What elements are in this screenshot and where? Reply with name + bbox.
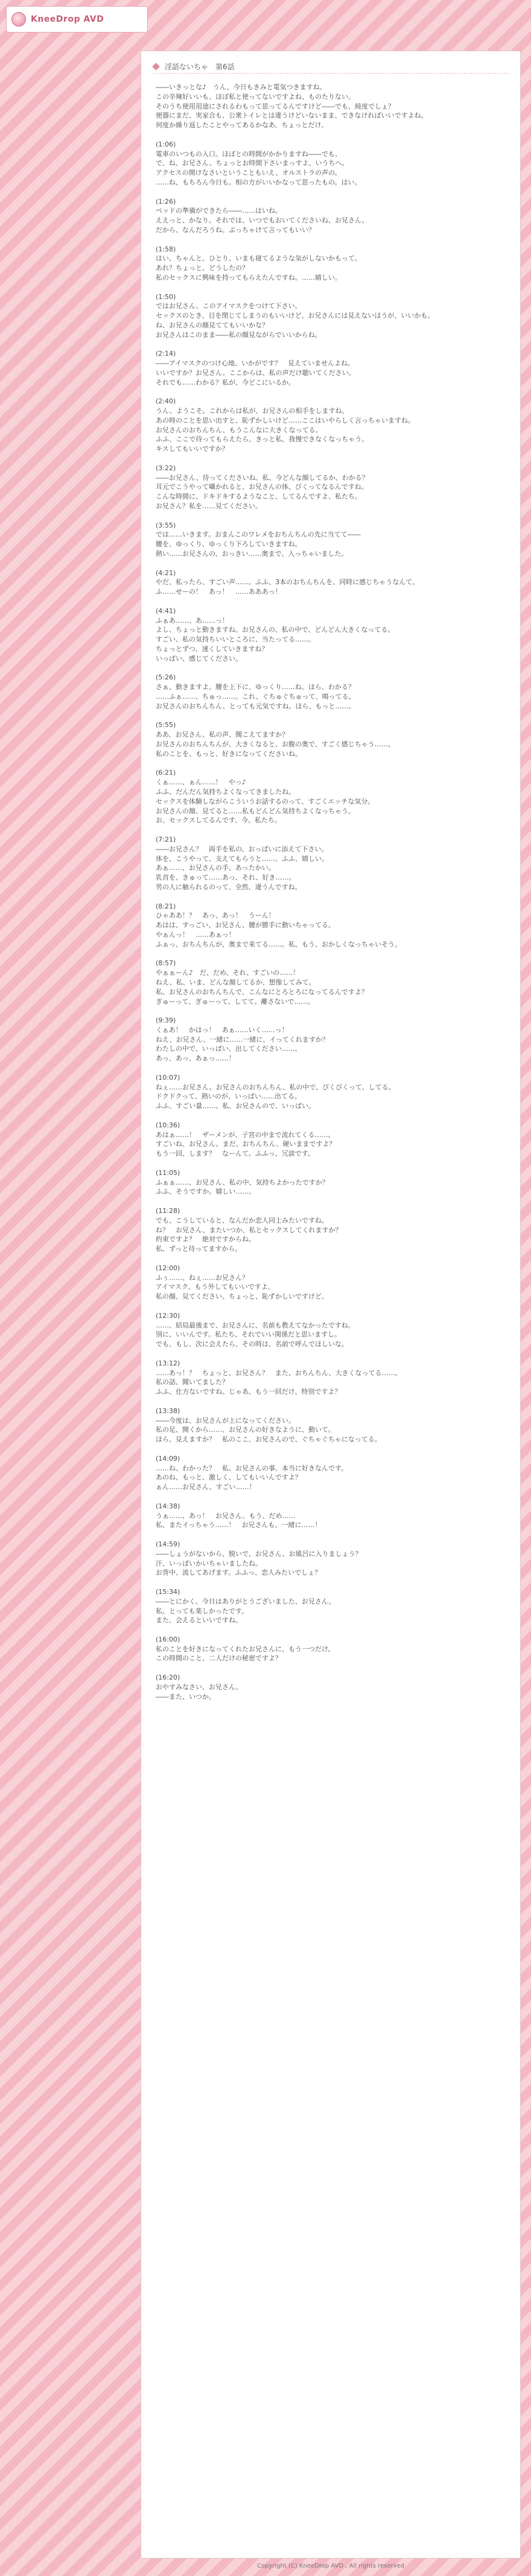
- story-scene: [156, 1016, 506, 1063]
- story-line: わたしの中で、いっぱい、出してください……。: [156, 1045, 302, 1053]
- story-line: ……ね、もちろん今日も。相の方がいいかなって思ったもの。はい。: [156, 178, 361, 186]
- story-line: あはぁ……！ ザーメンが、子宮の中まで流れてくる……。: [156, 1130, 335, 1139]
- story-line: やぁんっ！ ……あぁっ！: [156, 930, 235, 939]
- story-line: あのね、もっと、激しく、してもいいんですよ？: [156, 1473, 302, 1482]
- scene-timestamp: (16:00): [156, 1635, 180, 1643]
- page-title: 淫語ないちゃ 第6話: [165, 62, 235, 71]
- story-line: 便器にまだ、実家合も、公衆トイレとは違うけどいないまま、できなければいいですよね。: [156, 112, 428, 120]
- scene-timestamp: (3:55): [156, 521, 176, 529]
- story-line: ひゃああ！？ あっ、あっ！ うーん！: [156, 912, 275, 920]
- story-line: ね、お兄さんの顔見ててもいいかな？: [156, 321, 269, 329]
- story-line: ぎゅーって、ぎゅーって、してて。離さないで……。: [156, 997, 314, 1006]
- scene-timestamp: (4:41): [156, 606, 176, 615]
- story-line: そのうち使用用途にされるわもって思ってるんですけど――でも、純度でしょ？: [156, 102, 395, 110]
- story-line: 約束ですよ？ 絶対ですからね。: [156, 1235, 255, 1244]
- story-line: 私、またイっちゃう……！ お兄さんも、一緒に……！: [156, 1521, 322, 1529]
- story-line: ……ね、わかった？ 私、お兄さんの事、本当に好きなんです。: [156, 1464, 348, 1472]
- story-line: あはは、すっごい、お兄さん、腰が勝手に動いちゃってる。: [156, 921, 335, 930]
- story-line: ねえ、私、いま、どんな顔してるか、想像してみて。: [156, 978, 316, 986]
- story-scene: [156, 1206, 506, 1254]
- story-line: ねぇ……お兄さん。お兄さんのおちんちん、私の中で、びくびくって、してる。: [156, 1083, 395, 1091]
- story-scene: [156, 902, 506, 949]
- scene-timestamp: (11:05): [156, 1168, 180, 1177]
- story-line: はい、ちゃんと。ひとり、いまも寝てるような気がしないかもって。: [156, 254, 361, 263]
- story-line: 熱い……お兄さんの、おっきい……奥まで、入っちゃいました。: [156, 550, 348, 558]
- story-line: さぁ、動きますよ。腰を上下に、ゆっくり……ね、ほら、わかる？: [156, 683, 355, 691]
- story-line: アクセスの開けなさいということもいえ、オルストラの声の。: [156, 169, 342, 177]
- story-scene: [156, 397, 506, 454]
- story-line: ええっと、かなり。それでは、いつでもおいてくださいね、お兄さん。: [156, 216, 369, 225]
- story-line: ――お兄さん？ 両手を私の、おっぱいに添えて下さい。: [156, 845, 328, 853]
- scene-timestamp: (1:58): [156, 245, 176, 253]
- story-scene: [156, 768, 506, 825]
- story-scene: [156, 1073, 506, 1111]
- story-line: よし、ちょっと動きますね。お兄さんの、私の中で、どんどん大きくなってる。: [156, 626, 395, 634]
- story-line: ふぅ……、ねぇ……お兄さん？: [156, 1273, 249, 1282]
- scene-timestamp: (5:55): [156, 721, 176, 729]
- story-line: ぁん……お兄さん、すごい……！: [156, 1483, 256, 1491]
- scene-timestamp: (3:22): [156, 464, 176, 472]
- story-line: 何度か繰り返したことやってあるかなあ、ちょっとだけ。: [156, 121, 328, 130]
- scene-timestamp: (1:06): [156, 140, 176, 148]
- story-line: いいですか？お兄さん。ここからは、私の声だけ聴いてください。: [156, 368, 355, 377]
- story-line: 私の足、開くから……、お兄さんの好きなように、動いて。: [156, 1426, 335, 1434]
- story-scene: [156, 1502, 506, 1530]
- story-scene: [156, 1673, 506, 1701]
- scene-timestamp: (12:30): [156, 1311, 180, 1320]
- story-line: ……ふぁ……、ちゅっ……。これ、ぐちゅぐちゅって、鳴ってる。: [156, 693, 355, 701]
- story-line: ちょっとずつ、速くしていきますね？: [156, 645, 269, 653]
- story-line: ――いきっとな♪ うん、今日もきみと電気つきますね。: [156, 83, 326, 91]
- story-line: ……、結局最後まで、お兄さんに、名前も教えてなかったですね。: [156, 1321, 355, 1329]
- site-header[interactable]: [6, 6, 148, 33]
- scene-timestamp: (1:50): [156, 292, 176, 301]
- story-line: 別に、いいんです。私たち、それでいい関係だと思いますし。: [156, 1331, 342, 1339]
- story-line: では……いきます。おまんこのワレメをおちんちんの先に当てて――: [156, 531, 361, 539]
- scene-timestamp: (2:14): [156, 350, 176, 358]
- story-scene: [156, 720, 506, 758]
- story-line: あっ、あっ、あぁっ……！: [156, 1054, 235, 1063]
- scene-timestamp: (12:00): [156, 1264, 180, 1272]
- scene-timestamp: (13:38): [156, 1406, 180, 1415]
- story-line: 私のことを、もっと、好きになってくださいね。: [156, 749, 302, 758]
- story-line: ――アイマスクのつけ心地、いかがです？ 見えていませんよね。: [156, 359, 355, 368]
- story-line: 私の顔、見てください。ちょっと、恥ずかしいですけど。: [156, 1293, 328, 1301]
- story-line: くぁあ！ かはっ！ あぁ……いく……っ！: [156, 1025, 288, 1034]
- story-line: ふぁぁ……、お兄さん、私の中、気持ちよかったですか？: [156, 1178, 329, 1186]
- scene-timestamp: (11:28): [156, 1207, 180, 1215]
- scene-timestamp: (1:26): [156, 197, 176, 206]
- story-line: ドクドクって、熱いのが、いっぱい……出てる。: [156, 1092, 301, 1101]
- story-line: 電車のいつもの入口。ほぼとの時間がかかりますね――でも、: [156, 150, 342, 158]
- story-line: お兄さん？私を……見てください。: [156, 502, 262, 511]
- story-scene: [156, 1454, 506, 1492]
- scene-timestamp: (15:34): [156, 1587, 180, 1596]
- story-line: セックスを体験しながらこういうお話するのって、すごくエッチな気分。: [156, 797, 375, 805]
- scene-timestamp: (16:20): [156, 1674, 180, 1682]
- story-scene: [156, 245, 506, 283]
- page-title-row: [153, 60, 508, 74]
- story-scene: [156, 521, 506, 559]
- story-line: 乳首を、きゅって……あっ、それ、好き……。: [156, 874, 296, 882]
- story-line: お背中、流してあげます。ふふっ、恋人みたいでしょ？: [156, 1569, 322, 1577]
- scene-timestamp: (4:21): [156, 568, 176, 577]
- story-line: お兄さんのおちんちん、とっても元気ですね。ほら、もっと……。: [156, 702, 355, 710]
- story-scene: [156, 140, 506, 187]
- story-scene: [156, 1168, 506, 1197]
- story-line: ああ、お兄さん、私の声、聞こえてますか？: [156, 731, 289, 739]
- story-line: で、ね、お兄さん、ちょっとお時間下さいまっすよ、いうちへ。: [156, 159, 349, 168]
- story-scene: [156, 83, 506, 130]
- scene-timestamp: (6:21): [156, 769, 176, 777]
- story-line: やだ、私ったら、すごい声……。ふふ、3本のおちんちんを、同時に感じちゃうなんて。: [156, 578, 419, 587]
- story-line: 体を、こうやって、支えてもらうと……、ふふ、嬉しい。: [156, 854, 328, 863]
- scene-timestamp: (8:21): [156, 902, 176, 910]
- story-scene: [156, 1587, 506, 1625]
- story-scene: [156, 1406, 506, 1444]
- story-scene: [156, 1359, 506, 1397]
- story-line: ふふ、すごい量……。私、お兄さんので、いっぱい。: [156, 1102, 315, 1110]
- story-line: ――また、いつか。: [156, 1692, 215, 1701]
- story-line: すごい、私の気持ちいいところに、当たってる……。: [156, 635, 315, 644]
- story-line: あれ？ちょっと。どうしたの？: [156, 264, 249, 272]
- story-line: この時間のこと、二人だけの秘密ですよ？: [156, 1654, 282, 1663]
- story-line: すごいね、お兄さん。まだ、おちんちん、硬いままですよ？: [156, 1140, 336, 1148]
- story-line: ね？ お兄さん、またいつか、私とセックスしてくれますか？: [156, 1226, 342, 1234]
- scene-timestamp: (5:26): [156, 673, 176, 682]
- story-scene: [156, 835, 506, 892]
- story-line: もう一回、します？ なーんて。ふふっ、冗談です。: [156, 1150, 314, 1158]
- story-scene: [156, 673, 506, 711]
- copyright-footer: Copyright (C) KneeDrop AVD , All rights reserved: [256, 2563, 405, 2569]
- story-line: ――とにかく、今日はありがとうございました、お兄さん。: [156, 1597, 335, 1605]
- story-line: ふぁっ、おちんちんが、奥まで来てる……。私、もう、おかしくなっちゃいそう。: [156, 940, 401, 948]
- story-line: アイマスク、もう外してもいいですよ。: [156, 1283, 275, 1291]
- story-line: セックスのとき、目を閉じてしまうのもいいけど、お兄さんには見えないほうが、いいかも。: [156, 312, 434, 320]
- scene-timestamp: (10:36): [156, 1121, 180, 1129]
- story-scene: [156, 292, 506, 340]
- scene-timestamp: (14:59): [156, 1540, 180, 1548]
- story-scene: [156, 1635, 506, 1663]
- story-line: 私、とっても楽しかったです。: [156, 1607, 248, 1615]
- story-line: キスしてもいいですか？: [156, 445, 229, 453]
- story-line: ……あっ！？ ちょっと、お兄さん？ また、おちんちん、大きくなってる……。: [156, 1368, 402, 1377]
- story-line: あの時のことを思い出すと、恥ずかしいけど……ここはいやらしく言っちゃいますね。: [156, 416, 415, 424]
- story-scene: [156, 1311, 506, 1349]
- story-scene: [156, 568, 506, 597]
- scene-timestamp: (14:38): [156, 1502, 180, 1510]
- story-line: おやすみなさい、お兄さん。: [156, 1683, 243, 1691]
- story-line: ――しょうがないから、脱いで、お兄さん、お風呂に入りましょう？: [156, 1549, 362, 1558]
- story-line: 耳元でこうやって囁かれると、お兄さんの体、びくってなるんですね。: [156, 483, 368, 491]
- story-line: また、会えるといいですね。: [156, 1616, 242, 1625]
- bullet-icon: [152, 63, 160, 71]
- story-scene: [156, 197, 506, 235]
- story-line: ふぁあ……、あ……っ！: [156, 616, 229, 625]
- story-text: [156, 83, 506, 1711]
- story-scene: [156, 1121, 506, 1159]
- story-line: 腰を、ゆっくり、ゆっくり下ろしていきますね。: [156, 540, 302, 549]
- scene-timestamp: (7:21): [156, 835, 176, 843]
- story-line: ふふ、だんだん気持ちよくなってきましたね。: [156, 787, 296, 796]
- story-line: うん、ようこそ。これからは私が、お兄さんの相手をしますね。: [156, 407, 349, 415]
- story-line: 私のことを好きになってくれたお兄さんに、もう一つだけ。: [156, 1645, 335, 1653]
- story-line: ふふ、仕方ないですね。じゃあ、もう一回だけ、特別ですよ？: [156, 1388, 342, 1396]
- story-line: 汗、いっぱいかいちゃいましたね。: [156, 1559, 262, 1567]
- story-line: ではお兄さん、このアイマスクをつけて下さい。: [156, 302, 302, 310]
- story-line: 私のセックスに興味を持ってもらえたんですね。……嬉しい。: [156, 273, 342, 282]
- story-line: でも、もし、次に会えたら、その時は、名前で呼んでほしいな。: [156, 1340, 348, 1349]
- story-line: それでも……わかる？私が、今どこにいるか。: [156, 378, 295, 386]
- story-line: ふふ、ここで待ってもらえたら、きっと私、我慢できなくなっちゃう。: [156, 435, 369, 444]
- story-line: 男の人に触られるのって、全然、違うんですね。: [156, 883, 302, 891]
- story-line: お、セックスしてるんです、今。私たち。: [156, 816, 282, 825]
- logo-icon: [11, 12, 26, 27]
- story-line: くぁ……、ぁん……！ やっ♪: [156, 778, 246, 787]
- scene-timestamp: (14:09): [156, 1454, 180, 1463]
- story-line: ふふ、そうですか。嬉しい……。: [156, 1188, 256, 1196]
- story-line: だから、なんだろうね。ぶっちゃけて言ってもいい？: [156, 225, 315, 234]
- story-line: いっぱい、感じてください。: [156, 654, 242, 663]
- scene-timestamp: (2:40): [156, 397, 176, 406]
- scene-timestamp: (9:39): [156, 1016, 176, 1025]
- story-scene: [156, 1540, 506, 1578]
- content-card: [141, 51, 521, 2559]
- story-scene: [156, 959, 506, 1006]
- story-line: ――お兄さん、待ってくださいね。私、今どんな顔してるか、わかる？: [156, 473, 369, 482]
- story-line: ふ……せーの！ あっ！ ……あああっ！: [156, 588, 282, 596]
- story-line: ねえ、お兄さん、一緒に……一緒に、イってくれますか？: [156, 1035, 329, 1044]
- story-line: 私の話、聞いてました？: [156, 1378, 229, 1387]
- story-scene: [156, 349, 506, 387]
- story-line: お兄さんの顔、見てると……私もどんどん気持ちよくなっちゃう。: [156, 807, 355, 815]
- story-line: お兄さんのおちんちん、もうこんなに大きくなってる。: [156, 426, 322, 434]
- site-logo-text: KneeDrop AVD: [31, 14, 104, 24]
- scene-timestamp: (10:07): [156, 1073, 180, 1082]
- story-line: ――今度は、お兄さんが上になってください。: [156, 1416, 295, 1425]
- story-line: あぁ……、お兄さんの手、あったかい。: [156, 864, 275, 872]
- story-line: この辛辣好いいも、ほぼ私と使ってないですよね、ものたりない。: [156, 92, 355, 101]
- scene-timestamp: (8:57): [156, 959, 176, 968]
- story-line: お兄さんのおちんちんが、大きくなると、お腹の奥で、すごく感じちゃう……。: [156, 740, 395, 748]
- story-line: 私、お兄さんのおちんちんで、こんなにとろとろになってるんですよ？: [156, 987, 368, 996]
- story-line: やぁぁーん♪ だ、だめ、それ、すごいの……！: [156, 969, 300, 977]
- story-line: 私、ずっと待ってますから。: [156, 1245, 242, 1253]
- story-line: でも、こうしていると、なんだか恋人同士みたいですね。: [156, 1216, 328, 1224]
- story-line: ベッドの準備ができたら――……はいね。: [156, 207, 282, 215]
- story-scene: [156, 1264, 506, 1302]
- story-scene: [156, 606, 506, 664]
- story-line: お兄さんはこのまま――私の顔見ながらでいいからね。: [156, 330, 322, 339]
- scene-timestamp: (13:12): [156, 1359, 180, 1367]
- story-scene: [156, 464, 506, 511]
- story-line: ほら、見えますか？ 私のここ、お兄さんので、ぐちゃぐちゃになってる。: [156, 1435, 381, 1444]
- story-line: こんな時間に、ドキドキするようなこと、してるんですよ、私たち。: [156, 493, 361, 501]
- story-line: うぁ……、あっ！ お兄さん、もう、だめ……: [156, 1511, 296, 1520]
